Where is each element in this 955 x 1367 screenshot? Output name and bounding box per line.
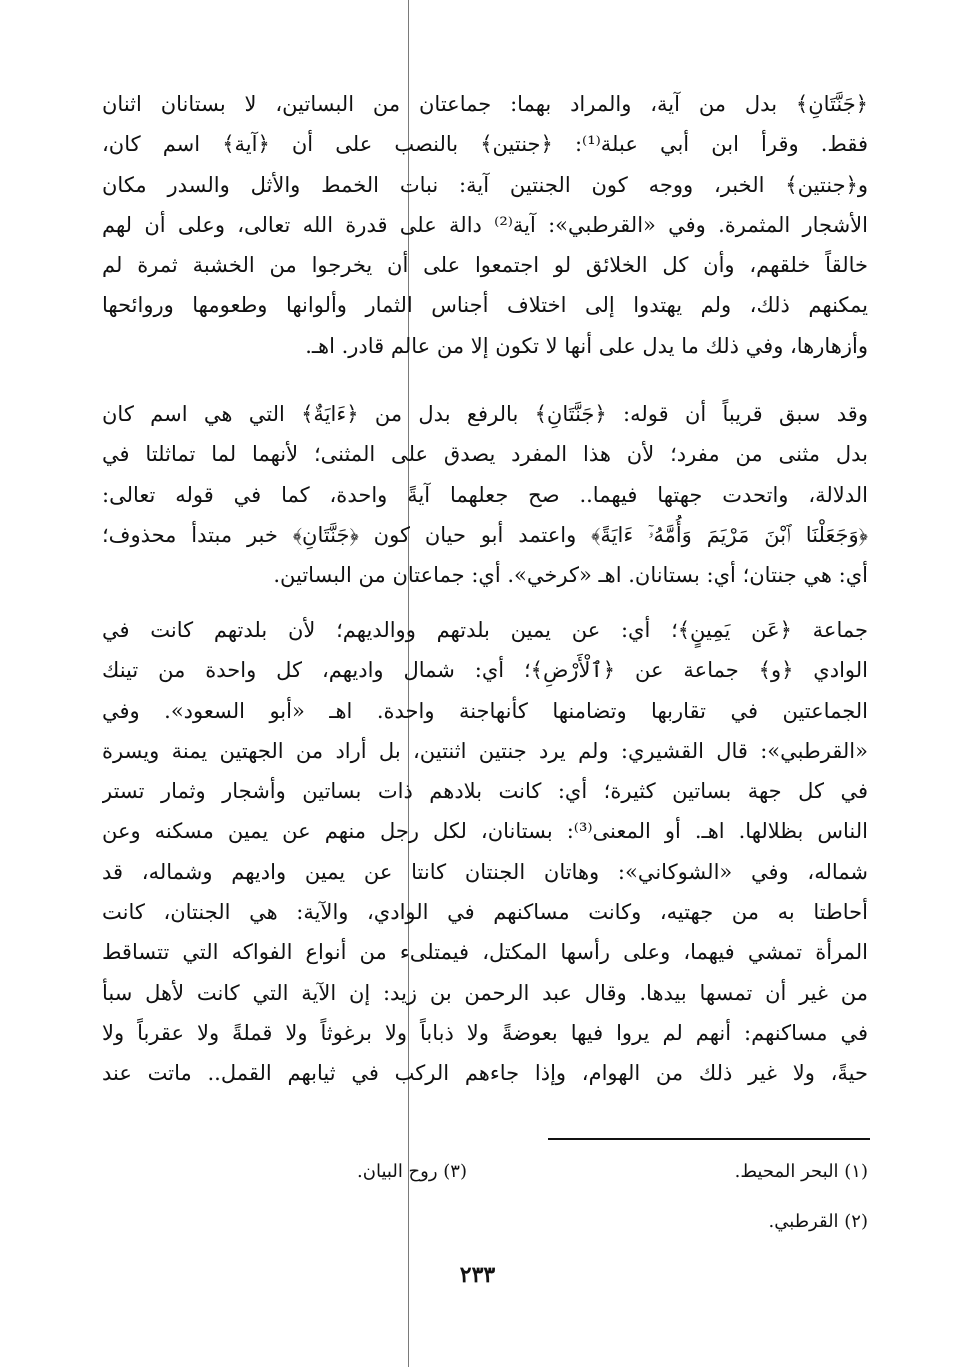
text-line: «القرطبي»: قال القشيري: ولم يرد جنتين اثنتين، بل أراد من الجهتين يمنة ويسرة xyxy=(102,738,868,763)
footnote-2: (٢) القرطبي. xyxy=(768,1211,868,1232)
text-line: ﴿جَنَّتَانِ﴾ بدل من آية، والمراد بهما: جماعتان من البساتين، لا بستانان اثنان xyxy=(102,92,868,116)
text-line: الدلالة، واتحدت جهتها فيهما.. صح جعلهما آيةً واحدة، كما في قوله تعالى: xyxy=(102,482,868,507)
text-line: ﴿وَجَعَلْنَا ٱبْنَ مَرْيَمَ وَأُمَّهُۥٓ ءَايَةً﴾ واعتمد أبو حيان كون ﴿جَنَّتَانِ﴾ خبر مبتدأ محذوف؛ xyxy=(102,522,868,547)
text-line: خالقاً خلقهم، وأن كل الخلائق لو اجتمعوا على أن يخرجوا من الخشبة ثمرة لم xyxy=(102,253,868,278)
text-line: يمكنهم ذلك، ولم يهتدوا إلى اختلاف أجناس الثمار وألوانها وطعومها وروائحها xyxy=(102,293,868,318)
page-number: ٢٣٣ xyxy=(459,1262,496,1288)
text-line: الجماعتين في تقاربها وتضامنها كأنهاجنة واحدة. اهـ «أبو السعود». وفي xyxy=(102,698,868,723)
text-line: الأشجار المثمرة. وفي «القرطبي»: آية⁽²⁾ دالة على قدرة الله تعالى، وعلى أن لهم xyxy=(102,212,868,237)
paragraph-3 xyxy=(102,610,868,1094)
footnote-3: (٣) روح البيان. xyxy=(357,1161,467,1182)
text-line: في مساكنهم: أنهم لم يروا فيها بعوضةً ولا ذباباً ولا برغوثاً ولا قملةً ولا عقرباً ولا xyxy=(102,1020,868,1045)
paragraph-2 xyxy=(102,394,868,595)
text-line: فقط. وقرأ ابن أبي عبلة⁽¹⁾: ﴿جنتين﴾ بالنصب على أن ﴿آية﴾ اسم كان، xyxy=(102,132,868,157)
text-line: جماعة ﴿عَن يَمِينٍ﴾؛ أي: عن يمين بلدتهم ووالديهم؛ لأن بلدتهم كانت في xyxy=(102,618,868,642)
text-line: وقد سبق قريباً أن قوله: ﴿جَنَّتَانِ﴾ بالرفع بدل من ﴿ءَايَةٌ﴾ التي هي اسم كان xyxy=(102,402,868,426)
text-line: المرأة تمشي فيهما، وعلى رأسها المكتل، فيمتلىء من أنواع الفواكه التي تتساقط xyxy=(102,940,868,965)
text-line: أي: هي جنتان؛ أي: بستانان. اهـ «كرخي». أي: جماعتان من البساتين. xyxy=(273,563,868,588)
text-line: وأزهارها، وفي ذلك ما يدل على أنها لا تكون إلا من عالم قادر. اهـ. xyxy=(305,333,868,358)
text-line: أحاطتا به من جهتيه، وكانت مساكنهم في الوادي، والآية: هي الجنتان، كانت xyxy=(102,900,868,925)
text-line: شماله، وفي «الشوكاني»: وهاتان الجنتان كانتا عن يمين واديهم وشماله، قد xyxy=(102,859,868,884)
text-line: الوادي ﴿و﴾ جماعة عن ﴿ٱلْأَرْضِ﴾؛ أي: شمال واديهم، كل واحدة من تينك xyxy=(102,658,868,683)
text-line: بدل مثنى من مفرد؛ لأن هذا المفرد يصدق على المثنى؛ لأنهما لما تماثلتا في xyxy=(102,442,868,467)
footnote-1: (١) البحر المحيط. xyxy=(734,1161,868,1182)
text-line: في كل جهة بساتين كثيرة؛ أي: كانت بلادهم ذات بساتين وأشجار وثمار تستر xyxy=(102,779,868,804)
paragraph-1 xyxy=(102,84,868,366)
text-line: و﴿جنتين﴾ الخبر، ووجه كون الجنتين آية: نبات الخمط والأثل والسدر مكان xyxy=(102,172,868,197)
text-line: حيةً، ولا غير ذلك من الهوام، وإذا جاءهم الركب في ثيابهم القمل.. ماتت عند xyxy=(102,1061,868,1086)
text-line: من غير أن تمسها بيدها. وقال عبد الرحمن بن زيد: إن الآية التي كانت لأهل سبأ xyxy=(102,980,868,1005)
text-line: الناس بظلالها. اهـ. أو المعنى⁽³⁾: بستانان، لكل رجل منهم عن يمين مسكنه وعن xyxy=(102,819,868,844)
footnote-divider xyxy=(548,1138,870,1140)
